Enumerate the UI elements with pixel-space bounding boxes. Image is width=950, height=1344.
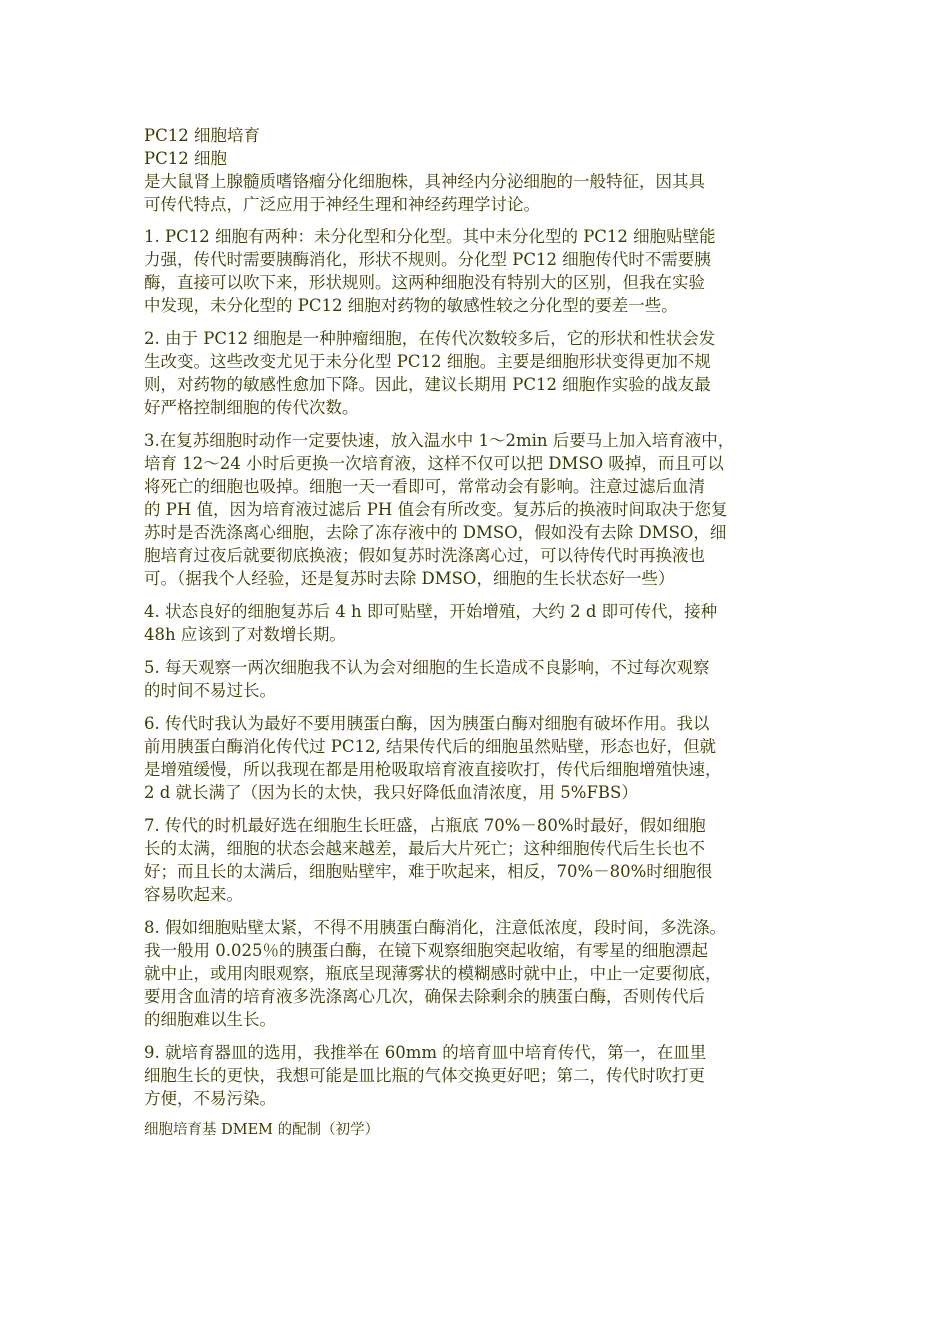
paragraph-line: 力强，传代时需要胰酶消化，形状不规则。分化型 PC12 细胞传代时不需要胰 xyxy=(144,250,711,269)
paragraph-line: 中发现，未分化型的 PC12 细胞对药物的敏感性较之分化型的要差一些。 xyxy=(144,296,678,315)
intro-paragraph xyxy=(144,170,816,216)
paragraph-line: 长的太满，细胞的状态会越来越差，最后大片死亡；这种细胞传代后生长也不 xyxy=(144,839,705,858)
paragraph-line: 细胞生长的更快，我想可能是皿比瓶的气体交换更好吧；第二，传代时吹打更 xyxy=(144,1066,705,1085)
paragraph-8 xyxy=(144,916,816,1031)
paragraph-line: 5. 每天观察一两次细胞我不认为会对细胞的生长造成不良影响，不过每次观察 xyxy=(144,658,710,677)
paragraph-line: 方便，不易污染。 xyxy=(144,1089,276,1108)
paragraph-line: 将死亡的细胞也吸掉。细胞一天一看即可，常常动会有影响。注意过滤后血清 xyxy=(144,477,705,496)
footer-note: 细胞培育基 DMEM 的配制（初学） xyxy=(144,1122,380,1138)
paragraph-line: 好严格控制细胞的传代次数。 xyxy=(144,398,359,417)
intro-line: 是大鼠肾上腺髓质嗜铬瘤分化细胞株，具神经内分泌细胞的一般特征，因其具 xyxy=(144,172,705,191)
intro-line: 可传代特点，广泛应用于神经生理和神经药理学讨论。 xyxy=(144,195,540,214)
paragraph-line: 苏时是否洗涤离心细胞，去除了冻存液中的 DMSO，假如没有去除 DMSO，细 xyxy=(144,523,727,542)
paragraph-line: 的 PH 值，因为培育液过滤后 PH 值会有所改变。复苏后的换液时间取决于您复 xyxy=(144,500,728,519)
paragraph-line: 4. 状态良好的细胞复苏后 4 h 即可贴壁，开始增殖，大约 2 d 即可传代，接种 xyxy=(144,602,718,621)
paragraph-line: 酶，直接可以吹下来，形状规则。这两种细胞没有特别大的区别，但我在实验 xyxy=(144,273,705,292)
paragraph-4 xyxy=(144,600,816,646)
paragraph-line: 可。（据我个人经验，还是复苏时去除 DMSO，细胞的生长状态好一些） xyxy=(144,569,675,588)
paragraph-5 xyxy=(144,656,816,702)
paragraph-line: 的时间不易过长。 xyxy=(144,681,276,700)
paragraph-line: 2. 由于 PC12 细胞是一种肿瘤细胞，在传代次数较多后，它的形状和性状会发 xyxy=(144,329,716,348)
paragraph-line: 容易吹起来。 xyxy=(144,885,243,904)
paragraph-line: 7. 传代的时机最好选在细胞生长旺盛，占瓶底 70%－80%时最好，假如细胞 xyxy=(144,816,706,835)
paragraph-line: 我一般用 0.025％的胰蛋白酶，在镜下观察细胞突起收缩，有零星的细胞漂起 xyxy=(144,941,708,960)
paragraph-3 xyxy=(144,429,816,590)
document-title: PC12 细胞培育 xyxy=(144,126,260,145)
paragraph-line: 的细胞难以生长。 xyxy=(144,1010,276,1029)
paragraph-line: 胞培育过夜后就要彻底换液；假如复苏时洗涤离心过，可以待传代时再换液也 xyxy=(144,546,705,565)
paragraph-line: 3.在复苏细胞时动作一定要快速，放入温水中 1～2min 后要马上加入培育液中， xyxy=(144,431,735,450)
document-page xyxy=(144,124,816,1140)
paragraph-line: 2 d 就长满了（因为长的太快，我只好降低血清浓度，用 5%FBS） xyxy=(144,783,638,802)
paragraph-7 xyxy=(144,814,816,906)
paragraph-6 xyxy=(144,712,816,804)
paragraph-line: 就中止，或用肉眼观察，瓶底呈现薄雾状的模糊感时就中止，中止一定要彻底， xyxy=(144,964,722,983)
paragraph-9 xyxy=(144,1041,816,1110)
paragraph-line: 6. 传代时我认为最好不要用胰蛋白酶，因为胰蛋白酶对细胞有破坏作用。我以 xyxy=(144,714,710,733)
paragraph-line: 1. PC12 细胞有两种：未分化型和分化型。其中未分化型的 PC12 细胞贴壁能 xyxy=(144,227,716,246)
paragraph-line: 前用胰蛋白酶消化传代过 PC12, 结果传代后的细胞虽然贴壁，形态也好，但就 xyxy=(144,737,716,756)
paragraph-2 xyxy=(144,327,816,419)
paragraph-line: 生改变。这些改变尤见于未分化型 PC12 细胞。主要是细胞形状变得更加不规 xyxy=(144,352,711,371)
paragraph-line: 好；而且长的太满后，细胞贴壁牢，难于吹起来，相反，70%－80%时细胞很 xyxy=(144,862,713,881)
paragraph-line: 48h 应该到了对数增长期。 xyxy=(144,625,346,644)
paragraph-1 xyxy=(144,225,816,317)
document-subtitle: PC12 细胞 xyxy=(144,149,227,168)
paragraph-line: 是增殖缓慢，所以我现在都是用枪吸取培育液直接吹打，传代后细胞增殖快速， xyxy=(144,760,722,779)
paragraph-line: 则，对药物的敏感性愈加下降。因此，建议长期用 PC12 细胞作实验的战友最 xyxy=(144,375,711,394)
paragraph-line: 培育 12～24 小时后更换一次培育液，这样不仅可以把 DMSO 吸掉，而且可以 xyxy=(144,454,724,473)
paragraph-line: 要用含血清的培育液多洗涤离心几次，确保去除剩余的胰蛋白酶，否则传代后 xyxy=(144,987,705,1006)
paragraph-line: 9. 就培育器皿的选用，我推举在 60mm 的培育皿中培育传代，第一，在皿里 xyxy=(144,1043,707,1062)
paragraph-line: 8. 假如细胞贴壁太紧，不得不用胰蛋白酶消化，注意低浓度，段时间，多洗涤。 xyxy=(144,918,726,937)
